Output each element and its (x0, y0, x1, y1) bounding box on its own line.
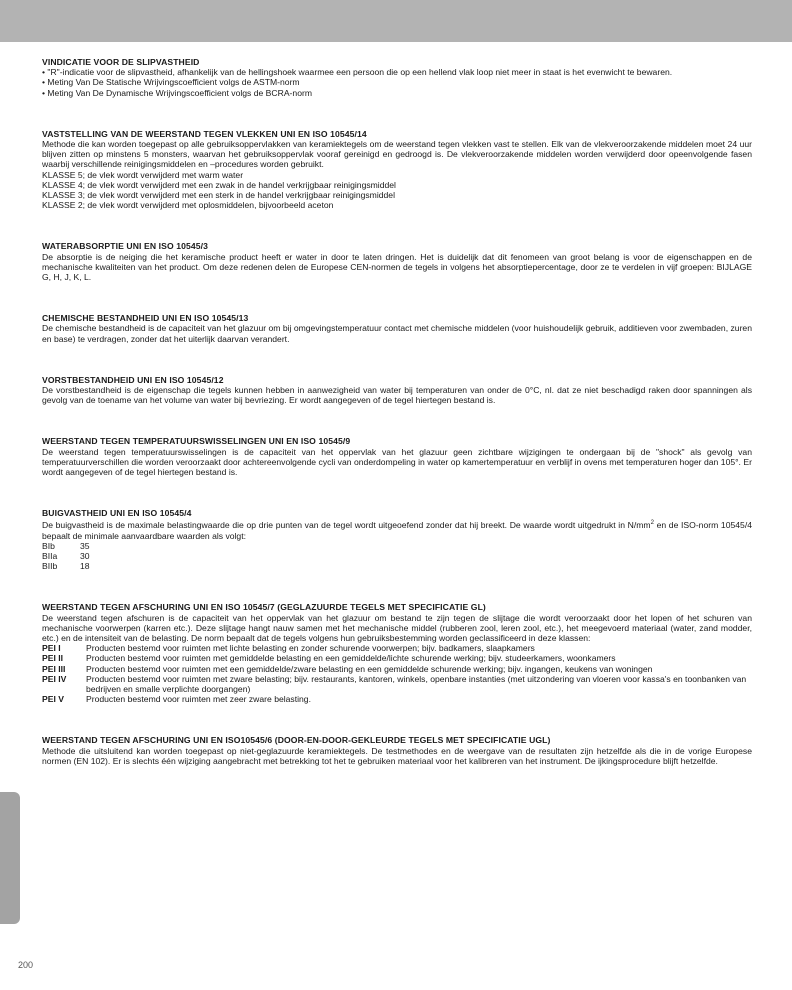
section-waterabsorptie (42, 241, 752, 282)
pei-desc: Producten bestemd voor ruimten met zware belasting; bijv. restaurants, kantoren, winkels, openbare instanties (met uitzondering van vloeren voor kassa's en toonbanken van bedrijven en smalle verplichte doorgangen) (86, 673, 747, 694)
bullet-item: • Meting Van De Statische Wrijvingscoefficient volgs de ASTM-norm (42, 77, 300, 88)
bullet-item: • "R"-indicatie voor de slipvastheid, afhankelijk van de hellingshoek waarmee een persoon die op een hellend vlak loop niet meer in staat is het evenwicht te bewaren. (42, 67, 673, 78)
section-body: Methode die kan worden toegepast op alle gebruiksoppervlakken van keramiektegels om de weerstand tegen vlekken vast te stellen. Elk van de vlekveroorzakende middelen moet 24 uur blijven zitten op minstens 5 monsters, waarvan het gebruiksoppervlak vooraf gereinigd en gedroogd is. De vlekveroorzakende middelen worden verwijderd door opeenvolgende fasen waarbij verschillende reinigingsmiddelen en –procedures worden gebruikt. (42, 139, 752, 170)
value-row (42, 551, 752, 561)
section-title: WATERABSORPTIE UNI EN ISO 10545/3 (42, 241, 208, 252)
pei-key: PEI I (42, 643, 61, 654)
value-val: 30 (80, 550, 90, 561)
pei-desc: Producten bestemd voor ruimten met een gemiddelde/zware belasting en een gemiddelde schurende werking; bijv. ingangen, keukens van woningen (86, 663, 653, 674)
value-val: 18 (80, 561, 90, 572)
class-line: KLASSE 3; de vlek wordt verwijderd met een sterk in de handel verkrijgbaar reinigingsmiddel (42, 190, 395, 201)
value-key: BIb (42, 540, 55, 551)
bullet-item: • Meting Van De Dynamische Wrijvingscoefficient volgs de BCRA-norm (42, 87, 312, 98)
section-body: Methode die uitsluitend kan worden toegepast op niet-geglazuurde keramiektegels. De testmethodes en de weergave van de resultaten zijn hetzelfde als die in de vorige Europese normen (EN 102). Er is slechts één wijziging aangebracht met betrekking tot het te gebruiken materiaal voor het kalibreren van het instrument. De ijkingsprocedure blijft hetzelfde. (42, 745, 752, 766)
header-bar (0, 0, 792, 42)
section-title: CHEMISCHE BESTANDHEID UNI EN ISO 10545/13 (42, 313, 249, 324)
section-afschuring-ugl (42, 735, 752, 766)
pei-row (42, 664, 752, 674)
superscript: 2 (650, 520, 654, 527)
section-chemische-bestandheid (42, 313, 752, 344)
pei-key: PEI III (42, 663, 66, 674)
side-tab (0, 792, 20, 924)
class-line: KLASSE 5; de vlek wordt verwijderd met warm water (42, 169, 244, 180)
section-buigvastheid (42, 508, 752, 571)
value-val: 35 (80, 540, 90, 551)
value-key: BIIb (42, 561, 58, 572)
pei-desc: Producten bestemd voor ruimten met lichte belasting en zonder schurende voorwerpen; bijv. badkamers, slaapkamers (86, 643, 535, 654)
section-title: WEERSTAND TEGEN AFSCHURING UNI EN ISO10545/6 (DOOR-EN-DOOR-GEKLEURDE TEGELS MET SPECIFICATIE UGL) (42, 735, 551, 746)
pei-row (42, 643, 752, 653)
body-text: De buigvastheid is de maximale belastingwaarde die op drie punten van de tegel wordt uitgeoefend zonder dat hij breekt. De waarde wordt uitgedrukt in N/mm (42, 520, 651, 531)
section-body: De chemische bestandheid is de capaciteit van het glazuur om bij omgevingstemperatuur contact met chemische middelen (voor huishoudelijk gebruik, additieven voor zwembaden, zuren en base) te verdragen, zonder dat het uiterlijk daarvan verandert. (42, 323, 752, 344)
pei-row (42, 674, 752, 694)
section-title: VORSTBESTANDHEID UNI EN ISO 10545/12 (42, 374, 224, 385)
pei-desc: Producten bestemd voor ruimten met gemiddelde belasting en een gemiddelde/lichte schurende werking; bijv. studeerkamers, woonkamers (86, 653, 616, 664)
value-row (42, 541, 752, 551)
section-title: WEERSTAND TEGEN TEMPERATUURSWISSELINGEN UNI EN ISO 10545/9 (42, 436, 351, 447)
class-line: KLASSE 4; de vlek wordt verwijderd met een zwak in de handel verkrijgbaar reinigingsmiddel (42, 179, 396, 190)
value-row (42, 561, 752, 571)
document-body (42, 57, 752, 766)
value-key: BIIa (42, 550, 58, 561)
section-body: De vorstbestandheid is de eigenschap die tegels kunnen hebben in aanwezigheid van water bij temperaturen van onder de 0°C, nl. dat ze niet beschadigd raken door spanningen als gevolg van de toename van het volume van water bij bevriezing. Er wordt aangegeven of de tegel hiertegen bestand is. (42, 385, 752, 406)
section-body (42, 518, 752, 540)
pei-key: PEI V (42, 694, 64, 705)
section-body: De weerstand tegen afschuren is de capaciteit van het oppervlak van het glazuur om bestand te zijn tegen de slijtage die wordt veroorzaakt door het lopen of het schuren van mechanische voorwerpen (karren etc.). Deze slijtage hangt nauw samen met het mechanische middel (rubberen zool, leren zool, etc.), het meegevoerd materiaal (water, zand modder, etc.) en de intensiteit van de belasting. De norm bepaalt dat de tegels volgens hun gebruiksbestemming worden geclassificeerd in deze klassen: (42, 612, 752, 643)
section-temperatuurswisselingen (42, 436, 752, 477)
body-text: en de ISO-norm 10545/4 bepaalt de minimale aanvaardbare waarden als volgt: (42, 520, 752, 541)
section-body: De weerstand tegen temperatuurswisselingen is de capaciteit van het oppervlak van het glazuur geen zichtbare wijzigingen te ondergaan bij de "shock" als gevolg van temperatuurverschillen die worden veroorzaakt door achtereenvolgende cycli van onderdompeling in water op kamertemperatuur en verblijf in ovens met temperaturen hoger dan 105°. Er wordt aangegeven of de tegel hiertegen bestand is. (42, 446, 752, 478)
pei-row (42, 653, 752, 663)
pei-row (42, 694, 752, 704)
pei-key: PEI II (42, 653, 64, 664)
class-line: KLASSE 2; de vlek wordt verwijderd met oplosmiddelen, bijvoorbeeld aceton (42, 200, 334, 211)
page-number: 200 (18, 960, 34, 970)
section-title: VINDICATIE VOOR DE SLIPVASTHEID (42, 57, 200, 67)
section-afschuring-gl (42, 602, 752, 704)
section-vorstbestandheid (42, 375, 752, 406)
pei-key: PEI IV (42, 673, 67, 684)
section-title: WEERSTAND TEGEN AFSCHURING UNI EN ISO 10545/7 (GEGLAZUURDE TEGELS MET SPECIFICATIE GL) (42, 602, 486, 613)
section-title: BUIGVASTHEID UNI EN ISO 10545/4 (42, 508, 192, 519)
pei-desc: Producten bestemd voor ruimten met zeer zware belasting. (86, 694, 311, 705)
section-vlekken (42, 129, 752, 211)
section-title: VASTSTELLING VAN DE WEERSTAND TEGEN VLEKKEN UNI EN ISO 10545/14 (42, 128, 367, 139)
section-slipvastheid (42, 57, 752, 98)
section-body: De absorptie is de neiging die het keramische product heeft er water in door te laten dringen. Het is duidelijk dat dit fenomeen van groot belang is voor de eigenschappen en de mechanische kwaliteiten van het product. Om deze redenen delen de Europese CEN-normen de tegels in volgens het absorptiepercentage, door ze te verdelen in vijf groepen: BIJLAGE G, H, J, K, L. (42, 251, 752, 283)
